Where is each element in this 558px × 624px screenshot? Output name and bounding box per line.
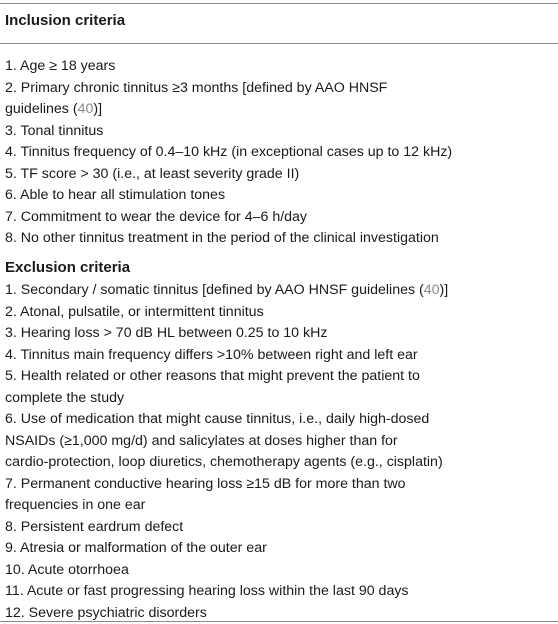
criterion-text: 3. Hearing loss > 70 dB HL between 0.25 to 10 kHz bbox=[5, 325, 327, 341]
exclusion-criteria-heading: Exclusion criteria bbox=[5, 259, 130, 277]
exclusion-criterion-line bbox=[5, 280, 448, 302]
criterion-text: 8. No other tinnitus treatment in the period of the clinical investigation bbox=[5, 230, 439, 246]
exclusion-criterion-line bbox=[5, 388, 448, 410]
criterion-text: guidelines ( bbox=[5, 101, 78, 117]
exclusion-criterion-line bbox=[5, 302, 448, 324]
criterion-text: 3 months [defined by AAO HNSF bbox=[180, 80, 387, 96]
exclusion-criterion-line bbox=[5, 560, 448, 582]
criterion-text: 11. Acute or fast progressing hearing loss within the last 90 days bbox=[5, 583, 409, 599]
exclusion-criteria-list bbox=[5, 280, 448, 624]
exclusion-criterion-line bbox=[5, 345, 448, 367]
criterion-text: 15 dB for more than two bbox=[254, 476, 405, 492]
criterion-text: NSAIDs ( bbox=[5, 433, 64, 449]
criterion-text: )] bbox=[440, 282, 449, 298]
criterion-text: 18 years bbox=[57, 58, 115, 74]
criterion-text: 7. Commitment to wear the device for 4–6 h/day bbox=[5, 209, 307, 225]
criterion-text: 7. Permanent conductive hearing loss bbox=[5, 476, 246, 492]
inclusion-criterion-line bbox=[5, 207, 452, 229]
inclusion-criterion-line bbox=[5, 164, 452, 186]
criterion-text: 10. Acute otorrhoea bbox=[5, 562, 129, 578]
table-top-rule bbox=[0, 3, 558, 4]
greater-or-equal-symbol: ≥ bbox=[172, 80, 180, 96]
criterion-text: 9. Atresia or malformation of the outer ear bbox=[5, 540, 267, 556]
inclusion-criterion-line bbox=[5, 99, 452, 121]
criterion-text: 4. Tinnitus frequency of 0.4–10 kHz (in exceptional cases up to 12 kHz) bbox=[5, 144, 452, 160]
criterion-text: 6. Able to hear all stimulation tones bbox=[5, 187, 225, 203]
reference-link[interactable]: 40 bbox=[424, 282, 440, 298]
greater-or-equal-symbol: ≥ bbox=[246, 476, 254, 492]
criterion-text: 3. Tonal tinnitus bbox=[5, 123, 103, 139]
exclusion-criterion-line bbox=[5, 474, 448, 496]
exclusion-criterion-line bbox=[5, 581, 448, 603]
criterion-text: complete the study bbox=[5, 390, 124, 406]
reference-link[interactable]: 40 bbox=[78, 101, 94, 117]
criterion-text: 8. Persistent eardrum defect bbox=[5, 519, 183, 535]
exclusion-criterion-line bbox=[5, 366, 448, 388]
inclusion-criteria-list bbox=[5, 56, 452, 250]
criterion-text: frequencies in one ear bbox=[5, 497, 145, 513]
greater-or-equal-symbol: ≥ bbox=[49, 58, 57, 74]
exclusion-criterion-line bbox=[5, 517, 448, 539]
inclusion-criterion-line bbox=[5, 185, 452, 207]
criterion-text: 2. Primary chronic tinnitus bbox=[5, 80, 172, 96]
criterion-text: )] bbox=[93, 101, 102, 117]
exclusion-criterion-line bbox=[5, 538, 448, 560]
criterion-text: 12. Severe psychiatric disorders bbox=[5, 605, 207, 621]
table-header-rule bbox=[0, 43, 558, 44]
exclusion-criterion-line bbox=[5, 495, 448, 517]
criterion-text: 6. Use of medication that might cause tinnitus, i.e., daily high-dosed bbox=[5, 411, 429, 427]
criterion-text: 1,000 mg/d) and salicylates at doses higher than for bbox=[72, 433, 398, 449]
criterion-text: 1. Age bbox=[5, 58, 49, 74]
exclusion-criterion-line bbox=[5, 323, 448, 345]
inclusion-criterion-line bbox=[5, 228, 452, 250]
criterion-text: cardio-protection, loop diuretics, chemotherapy agents (e.g., cisplatin) bbox=[5, 454, 443, 470]
criterion-text: 5. TF score > 30 (i.e., at least severity grade II) bbox=[5, 166, 299, 182]
criterion-text: 1. Secondary / somatic tinnitus [defined by AAO HNSF guidelines ( bbox=[5, 282, 424, 298]
criterion-text: 4. Tinnitus main frequency differs >10% between right and left ear bbox=[5, 347, 418, 363]
criterion-text: 5. Health related or other reasons that might prevent the patient to bbox=[5, 368, 420, 384]
exclusion-criterion-line bbox=[5, 409, 448, 431]
criterion-text: 2. Atonal, pulsatile, or intermittent tinnitus bbox=[5, 304, 264, 320]
exclusion-criterion-line bbox=[5, 452, 448, 474]
inclusion-criterion-line bbox=[5, 78, 452, 100]
greater-or-equal-symbol: ≥ bbox=[64, 433, 72, 449]
inclusion-criterion-line bbox=[5, 121, 452, 143]
inclusion-criterion-line bbox=[5, 142, 452, 164]
inclusion-criteria-heading: Inclusion criteria bbox=[5, 12, 125, 30]
inclusion-criterion-line bbox=[5, 56, 452, 78]
exclusion-criterion-line bbox=[5, 431, 448, 453]
